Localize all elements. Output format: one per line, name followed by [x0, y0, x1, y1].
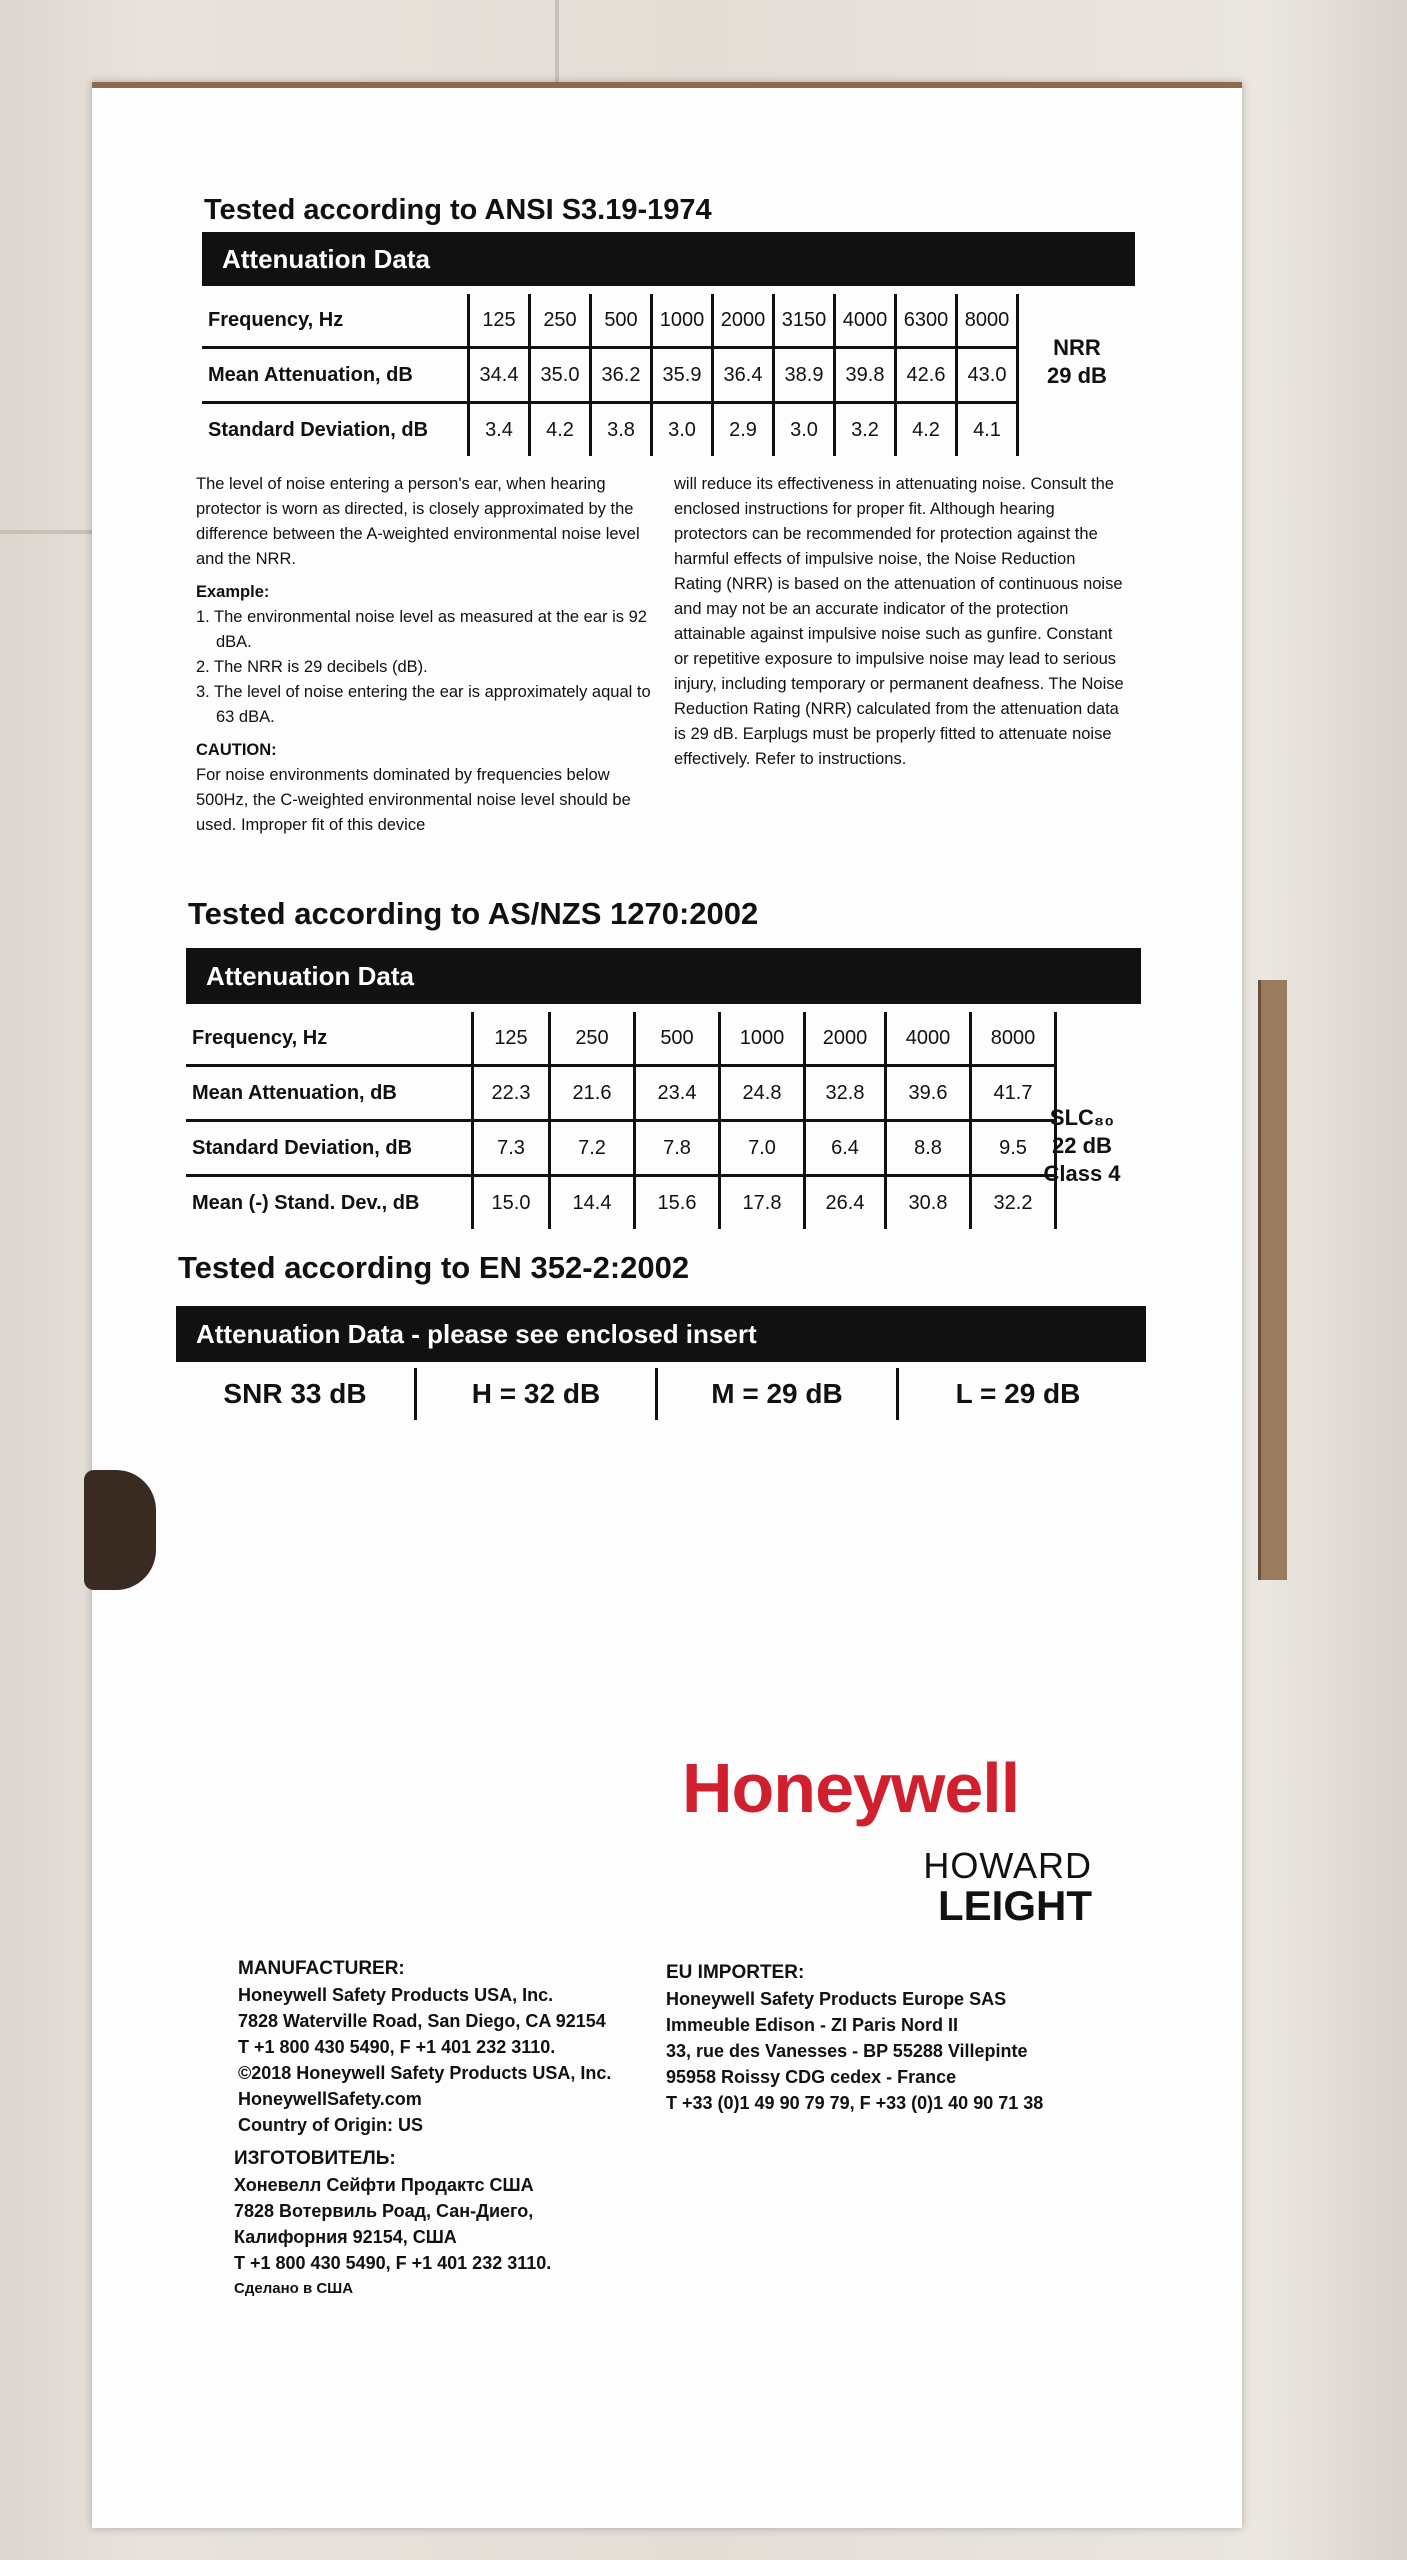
- slc-label: SLC₈₀: [1049, 1105, 1115, 1130]
- importer-title: EU IMPORTER:: [666, 1962, 805, 1983]
- cell: 6.4: [805, 1121, 886, 1176]
- caution-title: CAUTION:: [196, 741, 277, 759]
- cell: 4000: [835, 294, 896, 348]
- table-row: [186, 1121, 1056, 1176]
- l-value: L = 29 dB: [955, 1378, 1081, 1409]
- cell: 3.0: [774, 403, 835, 457]
- ansi-title: Tested according to ANSI S3.19-1974: [204, 194, 712, 226]
- address-line: Хоневелл Сейфти Продактс США: [234, 2175, 534, 2195]
- cell: 35.9: [652, 348, 713, 403]
- address-line: T +1 800 430 5490, F +1 401 232 3110.: [234, 2253, 552, 2273]
- snr-value: SNR 33 dB: [176, 1368, 417, 1420]
- table-row: [186, 1066, 1056, 1121]
- cell: 8000: [971, 1012, 1056, 1066]
- cell: 32.2: [971, 1176, 1056, 1230]
- cell: 24.8: [720, 1066, 805, 1121]
- cell: 21.6: [550, 1066, 635, 1121]
- floor-plank-seam: [555, 0, 559, 90]
- cell: 36.4: [713, 348, 774, 403]
- cell: 2000: [713, 294, 774, 348]
- cell: 39.6: [886, 1066, 971, 1121]
- cell: 7.2: [550, 1121, 635, 1176]
- address-line: 7828 Вотервиль Роад, Сан-Диего,: [234, 2201, 534, 2221]
- cell: 7.3: [473, 1121, 550, 1176]
- intro-text: The level of noise entering a person's ear, when hearing protector is worn as directed, is closely approximated by the difference between the A-weighted environmental noise level and the NRR.: [196, 475, 640, 568]
- slc-value: 22 dB: [1052, 1133, 1112, 1158]
- row-label: Standard Deviation, dB: [202, 403, 469, 457]
- table-row: [202, 294, 1018, 348]
- cell: 125: [473, 1012, 550, 1066]
- address-line: Сделано в США: [234, 2280, 354, 2297]
- h-value: H = 32 dB: [417, 1368, 658, 1420]
- en-title: Tested according to EN 352-2:2002: [178, 1250, 690, 1285]
- howard-leight-logo: [882, 1845, 1092, 1929]
- cell: 4.1: [957, 403, 1018, 457]
- cell: 2000: [805, 1012, 886, 1066]
- cell: 4.2: [530, 403, 591, 457]
- table-row: [186, 1176, 1056, 1230]
- cell: 125: [469, 294, 530, 348]
- row-label: Standard Deviation, dB: [186, 1121, 473, 1176]
- cell: 36.2: [591, 348, 652, 403]
- manufacturer-ru-block: [234, 2146, 654, 2302]
- cell: 42.6: [896, 348, 957, 403]
- cell: 41.7: [971, 1066, 1056, 1121]
- en-ratings-row: [176, 1368, 1146, 1420]
- cell: 7.8: [635, 1121, 720, 1176]
- address-line: Калифорния 92154, США: [234, 2227, 457, 2247]
- cell: 43.0: [957, 348, 1018, 403]
- cell: 3.0: [652, 403, 713, 457]
- manufacturer-block: [238, 1956, 658, 2138]
- honeywell-logo: Honeywell: [682, 1749, 1020, 1827]
- row-label: Mean Attenuation, dB: [202, 348, 469, 403]
- cell: 15.0: [473, 1176, 550, 1230]
- row-label: Mean (-) Stand. Dev., dB: [186, 1176, 473, 1230]
- cell: 500: [635, 1012, 720, 1066]
- cell: 3.8: [591, 403, 652, 457]
- cell: 9.5: [971, 1121, 1056, 1176]
- list-item: 2. The NRR is 29 decibels (dB).: [196, 658, 428, 676]
- nrr-explanation-text: will reduce its effectiveness in attenuating noise. Consult the enclosed instructions for proper fit. Although hearing protectors can be recommended for protection against the harmful effects of impulsive noise, the Noise Reduction Rating (NRR) is based on the attenuation of continuous noise and may not be an accurate indicator of the protection attainable against impulsive noise such as gunfire. Constant or repetitive exposure to impulsive noise may lead to serious injury, including temporary or permanent deafness. The Noise Reduction Rating (NRR) calculated from the attenuation data is 29 dB. Earplugs must be properly fitted to attenuate noise effectively. Refer to instructions.: [674, 475, 1124, 768]
- address-line: T +33 (0)1 49 90 79 79, F +33 (0)1 40 90 71 38: [666, 2093, 1044, 2113]
- table-row: [202, 348, 1018, 403]
- cell: 30.8: [886, 1176, 971, 1230]
- cell: 1000: [720, 1012, 805, 1066]
- caution-text: For noise environments dominated by frequencies below 500Hz, the C-weighted environmental noise level should be used. Improper fit of this device: [196, 766, 631, 834]
- logo-line-howard: HOWARD: [923, 1845, 1092, 1886]
- nrr-value: 29 dB: [1047, 363, 1107, 388]
- cell: 8.8: [886, 1121, 971, 1176]
- cell: 3150: [774, 294, 835, 348]
- row-label: Frequency, Hz: [186, 1012, 473, 1066]
- cell: 4.2: [896, 403, 957, 457]
- table-row: [202, 403, 1018, 457]
- cell: 4000: [886, 1012, 971, 1066]
- cell: 3.4: [469, 403, 530, 457]
- box-tear-hole: [84, 1470, 156, 1590]
- cell: 35.0: [530, 348, 591, 403]
- address-line: 95958 Roissy CDG cedex - France: [666, 2067, 957, 2087]
- cell: 2.9: [713, 403, 774, 457]
- cell: 32.8: [805, 1066, 886, 1121]
- m-value: M = 29 dB: [658, 1368, 899, 1420]
- cell: 6300: [896, 294, 957, 348]
- address-line: T +1 800 430 5490, F +1 401 232 3110.: [238, 2037, 556, 2057]
- cell: 34.4: [469, 348, 530, 403]
- cell: 26.4: [805, 1176, 886, 1230]
- cell: 500: [591, 294, 652, 348]
- en-header: Attenuation Data - please see enclosed insert: [176, 1306, 1146, 1362]
- cell: 250: [550, 1012, 635, 1066]
- list-item: 3. The level of noise entering the ear is approximately aqual to 63 dBA.: [196, 683, 651, 726]
- cell: 38.9: [774, 348, 835, 403]
- address-line: 33, rue des Vanesses - BP 55288 Villepinte: [666, 2041, 1028, 2061]
- nrr-rating: [1027, 334, 1127, 390]
- list-item: 1. The environmental noise level as measured at the ear is 92 dBA.: [196, 608, 647, 651]
- manufacturer-title: MANUFACTURER:: [238, 1958, 405, 1979]
- cell: 17.8: [720, 1176, 805, 1230]
- box-flap-edge: [1258, 980, 1287, 1580]
- ansi-attenuation-table: [202, 294, 1019, 456]
- row-label: Mean Attenuation, dB: [186, 1066, 473, 1121]
- address-line: 7828 Waterville Road, San Diego, CA 92154: [238, 2011, 606, 2031]
- asnzs-title: Tested according to AS/NZS 1270:2002: [188, 896, 759, 931]
- address-line: Immeuble Edison - ZI Paris Nord II: [666, 2015, 959, 2035]
- cell: 15.6: [635, 1176, 720, 1230]
- address-line: Country of Origin: US: [238, 2115, 423, 2135]
- address-line: Honeywell Safety Products Europe SAS: [666, 1989, 1007, 2009]
- asnzs-header: Attenuation Data: [186, 948, 1141, 1004]
- eu-importer-block: [666, 1960, 1146, 2116]
- cell: 250: [530, 294, 591, 348]
- cell: 3.2: [835, 403, 896, 457]
- logo-line-leight: LEIGHT: [938, 1882, 1092, 1929]
- example-title: Example:: [196, 583, 270, 601]
- nrr-label: NRR: [1053, 335, 1101, 360]
- cell: 8000: [957, 294, 1018, 348]
- manufacturer-ru-title: ИЗГОТОВИТЕЛЬ:: [234, 2148, 396, 2169]
- ansi-header: Attenuation Data: [202, 232, 1135, 286]
- address-line: HoneywellSafety.com: [238, 2089, 422, 2109]
- row-label: Frequency, Hz: [202, 294, 469, 348]
- cell: 22.3: [473, 1066, 550, 1121]
- asnzs-attenuation-table: [186, 1012, 1057, 1229]
- cell: 1000: [652, 294, 713, 348]
- table-row: [186, 1012, 1056, 1066]
- ansi-left-text: [196, 472, 656, 838]
- product-box-side: [92, 82, 1242, 2528]
- cell: 7.0: [720, 1121, 805, 1176]
- example-list: [196, 605, 656, 730]
- address-line: ©2018 Honeywell Safety Products USA, Inc.: [238, 2063, 612, 2083]
- ansi-right-text: [674, 472, 1124, 772]
- slc-class: Class 4: [1043, 1161, 1121, 1186]
- slc-rating: [1027, 1104, 1137, 1188]
- cell: 23.4: [635, 1066, 720, 1121]
- cell: 14.4: [550, 1176, 635, 1230]
- address-line: Honeywell Safety Products USA, Inc.: [238, 1985, 554, 2005]
- cell: 39.8: [835, 348, 896, 403]
